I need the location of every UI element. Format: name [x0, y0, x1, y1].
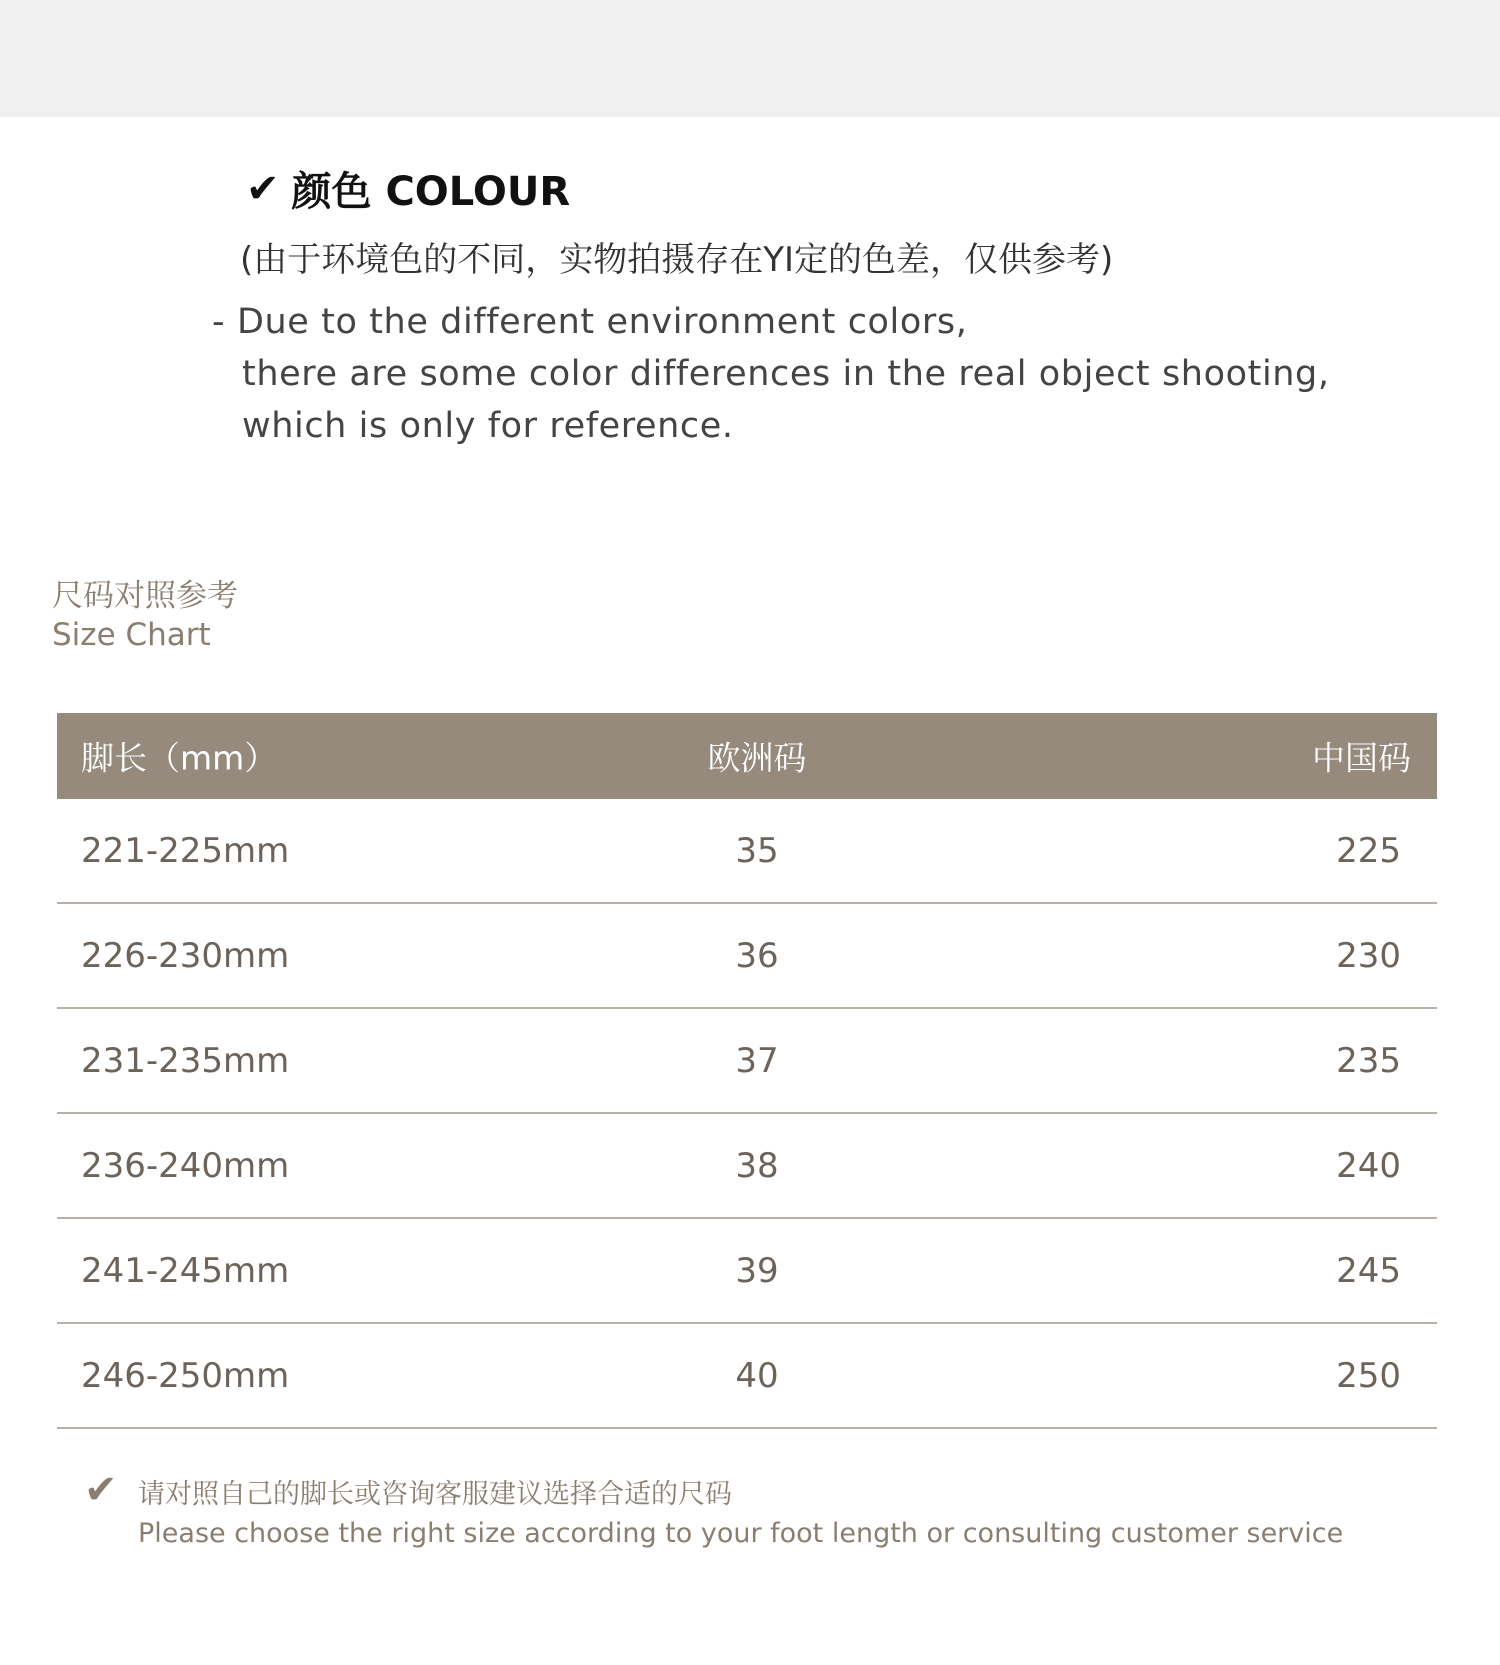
footer-note-chinese: 请对照自己的脚长或咨询客服建议选择合适的尺码: [138, 1479, 732, 1510]
colour-title: [246, 160, 570, 217]
checkmark-icon: ✔: [246, 165, 280, 212]
cn-size-cell: 230: [1336, 935, 1401, 976]
cn-size-cell: 250: [1336, 1355, 1401, 1396]
eu-size-cell: 38: [735, 1145, 779, 1186]
column-header-cn-size: 中国码: [1312, 738, 1411, 778]
table-row: [57, 1114, 1437, 1219]
eu-size-cell: 37: [735, 1040, 779, 1081]
foot-length-cell: 231-235mm: [81, 1040, 290, 1081]
cn-size-cell: 240: [1336, 1145, 1401, 1186]
table-row: [57, 1009, 1437, 1114]
cn-size-cell: 225: [1336, 830, 1401, 871]
colour-note-line-2: there are some color differences in the real object shooting,: [242, 354, 1330, 394]
eu-size-cell: 35: [735, 830, 779, 871]
table-row: [57, 904, 1437, 1009]
table-row: [57, 1219, 1437, 1324]
size-chart-heading-chinese: 尺码对照参考: [52, 578, 238, 614]
checkmark-icon: ✔: [84, 1467, 118, 1513]
size-chart-heading-english: Size Chart: [52, 617, 211, 653]
size-chart-table: [57, 713, 1437, 1429]
eu-size-cell: 39: [735, 1250, 779, 1291]
table-row: [57, 799, 1437, 904]
column-header-foot-length: 脚长（mm）: [81, 738, 278, 778]
colour-note-english: [212, 296, 1330, 452]
cn-size-cell: 245: [1336, 1250, 1401, 1291]
foot-length-cell: 236-240mm: [81, 1145, 290, 1186]
foot-length-cell: 246-250mm: [81, 1355, 290, 1396]
colour-note-line-3: which is only for reference.: [242, 406, 734, 446]
foot-length-cell: 221-225mm: [81, 830, 290, 871]
footer-note-english: Please choose the right size according to your foot length or consulting customer service: [138, 1518, 1344, 1549]
colour-title-text: 颜色 COLOUR: [291, 169, 571, 215]
colour-note-chinese: (由于环境色的不同，实物拍摄存在YI定的色差，仅供参考): [240, 240, 1114, 280]
eu-size-cell: 36: [735, 935, 779, 976]
top-banner-strip: [0, 0, 1500, 117]
table-header-row: [57, 713, 1437, 799]
foot-length-cell: 226-230mm: [81, 935, 290, 976]
table-row: [57, 1324, 1437, 1429]
cn-size-cell: 235: [1336, 1040, 1401, 1081]
foot-length-cell: 241-245mm: [81, 1250, 290, 1291]
column-header-eu-size: 欧洲码: [707, 738, 807, 778]
eu-size-cell: 40: [735, 1355, 779, 1396]
colour-note-line-1: - Due to the different environment colors,: [212, 302, 968, 342]
